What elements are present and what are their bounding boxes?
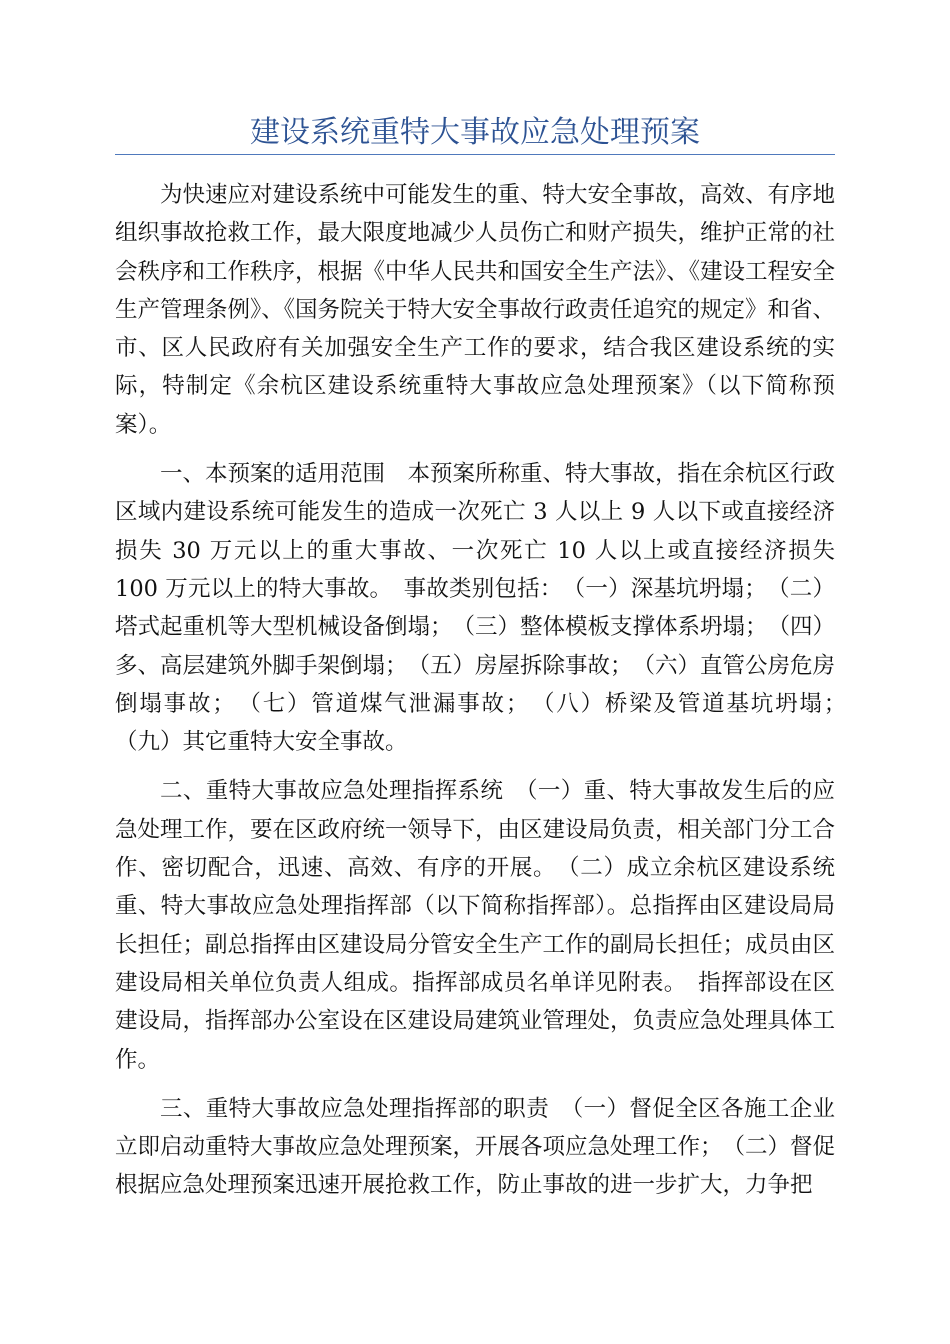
paragraph-section-3-responsibilities: 三、重特大事故应急处理指挥部的职责 （一）督促全区各施工企业立即启动重特大事故应急处理预案，开展各项应急处理工作； （二）督促根据应急处理预案迅速开展抢救工作，防止事故的进一步扩大，力争把 bbox=[115, 1095, 836, 1199]
paragraph-section-2-command-system: 二、重特大事故应急处理指挥系统 （一）重、特大事故发生后的应急处理工作，要在区政府统一领导下，由区建设局负责，相关部门分工合作、密切配合，迅速、高效、有序的开展。 （二）成立余杭区建设系统重、特大事故应急处理指挥部（以下简称指挥部）。总指挥由区建设局局长担任；副总指挥由区建设局分管安全生产工作的副局长担任；成员由区建设局相关单位负责人组成。指挥部成员名单详见附表。 指挥部设在区建设局，指挥部办公室设在区建设局建筑业管理处，负责应急处理具体工作。 bbox=[115, 778, 836, 1073]
paragraph-section-1-scope: 一、本预案的适用范围 本预案所称重、特大事故，指在余杭区行政区域内建设系统可能发生的造成一次死亡 3 人以上 9 人以下或直接经济损失 30 万元以上的重大事故、一次死亡 10 人以上或直接经济损失 100 万元以上的特大事故。 事故类别包括： （一）深基坑坍塌； （二）塔式起重机等大型机械设备倒塌； （三）整体模板支撑体系坍塌； （四）多、高层建筑外脚手架倒塌； （五）房屋拆除事故； （六）直管公房危房倒塌事故； （七）管道煤气泄漏事故； （八）桥梁及管道基坑坍塌； （九）其它重特大安全事故。 bbox=[115, 461, 858, 756]
paragraph-preamble: 为快速应对建设系统中可能发生的重、特大安全事故，高效、有序地组织事故抢救工作，最大限度地减少人员伤亡和财产损失，维护正常的社会秩序和工作秩序，根据《中华人民共和国安全生产法》、《建设工程安全生产管理条例》、《国务院关于特大安全事故行政责任追究的规定》和省、市、区人民政府有关加强安全生产工作的要求，结合我区建设系统的实际，特制定《余杭区建设系统重特大事故应急处理预案》（以下简称预案）。 bbox=[115, 182, 836, 438]
title-underline bbox=[115, 154, 835, 155]
document-body bbox=[115, 176, 858, 1216]
document-title: 建设系统重特大事故应急处理预案 bbox=[250, 115, 700, 150]
